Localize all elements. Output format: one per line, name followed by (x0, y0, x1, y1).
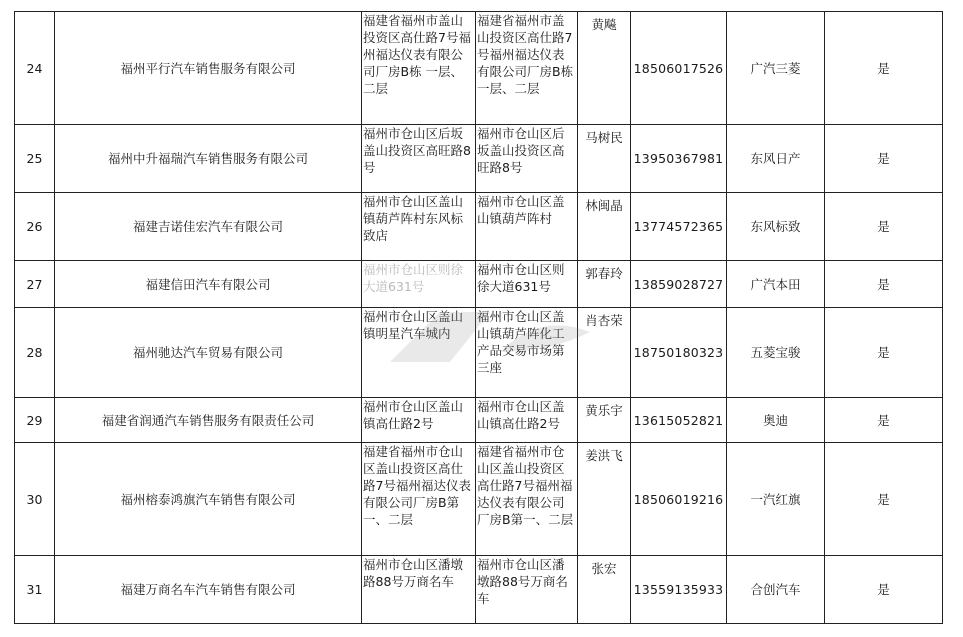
company-name: 福建吉诺佳宏汽车有限公司 (55, 193, 362, 261)
phone-number: 18750180323 (631, 308, 727, 398)
table-row (15, 125, 943, 193)
registered-address: 福州市仓山区盖山镇高仕路2号 (362, 398, 476, 443)
business-address: 福建省福州市仓山区盖山投资区高仕路7号福州福达仪表有限公司厂房B第一、二层 (476, 443, 578, 556)
status-flag: 是 (825, 308, 943, 398)
contact-person: 肖杏荣 (578, 308, 631, 398)
business-address: 福州市仓山区盖山镇葫芦阵化工产品交易市场第三座 (476, 308, 578, 398)
company-name: 福建信田汽车有限公司 (55, 261, 362, 308)
status-flag: 是 (825, 443, 943, 556)
row-number: 30 (15, 443, 55, 556)
row-number: 25 (15, 125, 55, 193)
contact-person: 黄乐宇 (578, 398, 631, 443)
row-number: 29 (15, 398, 55, 443)
phone-number: 13774572365 (631, 193, 727, 261)
brand-name: 奥迪 (727, 398, 825, 443)
table-row (15, 12, 943, 125)
registered-address: 福州市仓山区盖山镇明星汽车城内 (362, 308, 476, 398)
brand-name: 一汽红旗 (727, 443, 825, 556)
phone-number: 18506017526 (631, 12, 727, 125)
company-name: 福建万商名车汽车销售有限公司 (55, 556, 362, 624)
status-flag: 是 (825, 125, 943, 193)
business-address: 福建省福州市盖山投资区高仕路7号福州福达仪表有限公司厂房B栋 一层、二层 (476, 12, 578, 125)
company-name: 福州平行汽车销售服务有限公司 (55, 12, 362, 125)
brand-name: 东风日产 (727, 125, 825, 193)
table-row (15, 443, 943, 556)
registered-address: 福建省福州市盖山投资区高仕路7号福州福达仪表有限公司厂房B栋 一层、二层 (362, 12, 476, 125)
row-number: 28 (15, 308, 55, 398)
status-flag: 是 (825, 12, 943, 125)
row-number: 27 (15, 261, 55, 308)
company-name: 福建省润通汽车销售服务有限责任公司 (55, 398, 362, 443)
registered-address: 福州市仓山区后坂盖山投资区高旺路8号 (362, 125, 476, 193)
business-address: 福州市仓山区潘墩路88号万商名车 (476, 556, 578, 624)
registered-address: 福州市仓山区则徐大道631号 (362, 261, 476, 308)
registered-address: 福州市仓山区潘墩路88号万商名车 (362, 556, 476, 624)
contact-person: 郭春玲 (578, 261, 631, 308)
contact-person: 马树民 (578, 125, 631, 193)
status-flag: 是 (825, 261, 943, 308)
brand-name: 广汽本田 (727, 261, 825, 308)
table-row (15, 556, 943, 624)
table-row (15, 261, 943, 308)
business-address: 福州市仓山区则徐大道631号 (476, 261, 578, 308)
brand-name: 广汽三菱 (727, 12, 825, 125)
brand-name: 合创汽车 (727, 556, 825, 624)
phone-number: 13950367981 (631, 125, 727, 193)
contact-person: 黄飚 (578, 12, 631, 125)
row-number: 31 (15, 556, 55, 624)
table-body (15, 12, 943, 624)
brand-name: 东风标致 (727, 193, 825, 261)
company-name: 福州驰达汽车贸易有限公司 (55, 308, 362, 398)
phone-number: 18506019216 (631, 443, 727, 556)
phone-number: 13615052821 (631, 398, 727, 443)
company-name: 福州榕泰鸿旗汽车销售有限公司 (55, 443, 362, 556)
table-row (15, 193, 943, 261)
dealer-table (14, 11, 943, 624)
business-address: 福州市仓山区盖山镇高仕路2号 (476, 398, 578, 443)
business-address: 福州市仓山区盖山镇葫芦阵村 (476, 193, 578, 261)
row-number: 24 (15, 12, 55, 125)
contact-person: 姜洪飞 (578, 443, 631, 556)
contact-person: 张宏 (578, 556, 631, 624)
registered-address: 福建省福州市仓山区盖山投资区高仕路7号福州福达仪表有限公司厂房B第一、二层 (362, 443, 476, 556)
status-flag: 是 (825, 193, 943, 261)
row-number: 26 (15, 193, 55, 261)
table-row (15, 308, 943, 398)
table-row (15, 398, 943, 443)
registered-address: 福州市仓山区盖山镇葫芦阵村东风标致店 (362, 193, 476, 261)
brand-name: 五菱宝骏 (727, 308, 825, 398)
phone-number: 13859028727 (631, 261, 727, 308)
contact-person: 林闽晶 (578, 193, 631, 261)
company-name: 福州中升福瑞汽车销售服务有限公司 (55, 125, 362, 193)
business-address: 福州市仓山区后坂盖山投资区高旺路8号 (476, 125, 578, 193)
status-flag: 是 (825, 398, 943, 443)
status-flag: 是 (825, 556, 943, 624)
phone-number: 13559135933 (631, 556, 727, 624)
